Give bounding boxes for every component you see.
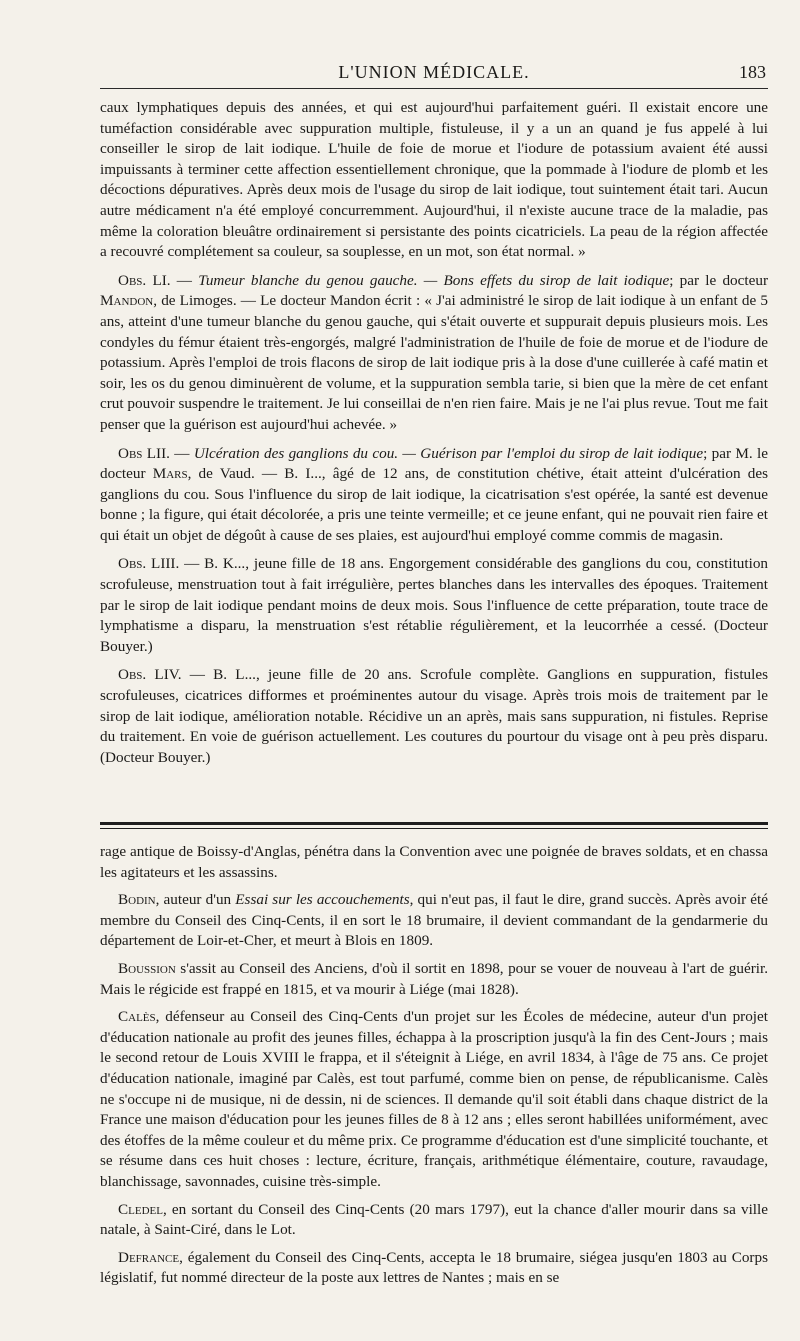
journal-title: L'UNION MÉDICALE. bbox=[338, 62, 530, 82]
entry-text: , également du Conseil des Cinq-Cents, accepta le 18 brumaire, siégea jusqu'en 1803 au Corps législatif, fut nommé directeur de la poste aux lettres de Nantes ; mais en se bbox=[100, 1248, 768, 1287]
observation-text: — B. L..., jeune fille de 20 ans. Scrofule complète. Ganglions en suppuration, fistules scrofuleuses, cicatrices difformes et proéminentes autour du visage. Après trois mois de traitement par le sirop de lait iodique, amélioration notable. Récidive un an après, mais sans suppuration, ni fistules. Reprise du traitement. En voie de guérison actuellement. Les coutures du pourtour du visage ont à peu près disparu. (Docteur Bouyer.) bbox=[100, 666, 768, 766]
entry-boussion bbox=[100, 959, 768, 1000]
observation-text: — B. K..., jeune fille de 18 ans. Engorgement considérable des ganglions du cou, constitution scrofuleuse, menstruation tout à fait irrégulière, pertes blanches dans les intervalles des époques. Traitement par le sirop de lait iodique pendant moins de deux mois. Sous l'influence de cette préparation, toute trace de lymphatisme a disparu, la menstruation s'est rétablie régulièrement, et la leucorrhée a cessé. (Docteur Bouyer.) bbox=[100, 555, 769, 655]
entry-bodin bbox=[100, 890, 768, 952]
entry-cales bbox=[100, 1007, 768, 1192]
page-number: 183 bbox=[739, 62, 766, 82]
entry-text: , auteur d'un bbox=[155, 891, 236, 909]
author-name: Mars bbox=[152, 465, 188, 483]
observation-text: , de Limoges. — Le docteur Mandon écrit : « J'ai administré le sirop de lait iodique à un enfant de 5 ans, atteint d'une tumeur blanche du genou gauche, qui s'était ouverte et suppurait depuis plusieurs mois. Les condyles du fémur étaient très-engorgés, malgré l'administration de l'huile de foie de morue et de l'iodure de potassium. Après l'emploi de trois flacons de sirop de lait iodique pris à la dose d'une cuillerée à café matin et soir, les os du genou diminuèrent de volume, et la suppuration sembla tarie, si bien que la mère de cet enfant crut pouvoir suspendre le traitement. Je lui conseillai de n'en rien faire. Mais je ne l'ai plus revue. Tout me fait penser que la guérison est aujourd'hui achevée. » bbox=[100, 292, 768, 433]
observation-title: Tumeur blanche du genou gauche. — Bons effets du sirop de lait iodique bbox=[198, 271, 670, 289]
person-name: Bodin bbox=[118, 891, 156, 909]
observation-51: Obs. LI. — Tumeur blanche du genou gauche. — Bons effets du sirop de lait iodique; par le docteur Mandon, de Limoges. — Le docteur Mandon écrit : « J'ai administré le sirop de lait iodique à un enfant de 5 ans, atteint d'une tumeur blanche du genou gauche, qui s'était ouverte et suppurait depuis plusieurs mois. Les condyles du fémur étaient très-engorgés, malgré l'administration de l'huile de foie de morue et de l'iodure de potassium. Après l'emploi de trois flacons de sirop de lait iodique pris à la dose d'une cuillerée à café matin et soir, les os du genou diminuèrent de volume, et la suppuration sembla tarie, si bien que la mère de cet enfant crut pouvoir suspendre le traitement. Je lui conseillai de n'en rien faire. Mais je ne l'ai plus revue. Tout me fait penser que la guérison est aujourd'hui achevée. » bbox=[100, 271, 769, 433]
person-name: Calès bbox=[118, 1008, 156, 1026]
entry-cledel bbox=[100, 1200, 768, 1241]
separator-thick-rule bbox=[100, 822, 768, 825]
author-name: Mandon bbox=[100, 292, 154, 310]
person-name: Defrance bbox=[118, 1248, 180, 1266]
page-header bbox=[100, 62, 768, 89]
book-title: Essai sur les accouchements bbox=[235, 891, 410, 909]
observation-label: Obs. LIII. bbox=[118, 555, 180, 573]
observations-section bbox=[100, 98, 768, 768]
observation-title: Ulcération des ganglions du cou. — Guérison par l'emploi du sirop de lait iodique bbox=[193, 444, 704, 462]
observation-53 bbox=[100, 554, 768, 657]
person-name: Cledel bbox=[118, 1200, 163, 1218]
observation-label: Obs LII. bbox=[118, 444, 170, 462]
observation-byline: ; par le docteur bbox=[669, 271, 769, 289]
person-name: Boussion bbox=[118, 959, 176, 977]
paragraph-continuation: rage antique de Boissy-d'Anglas, pénétra dans la Convention avec une poignée de braves soldats, et en chassa les agitateurs et les assassins. bbox=[100, 843, 768, 881]
paragraph-continuation: caux lymphatiques depuis des années, et qui est aujourd'hui parfaitement guéri. Il existait encore une tuméfaction considérable avec suppuration multiple, fistuleuse, il y a un an quand je fus appelé à lui conseiller le sirop de lait iodique. L'huile de foie de morue et l'iodure de potassium avaient été aussi impuissants à terminer cette affection essentiellement chronique, que la pommade à l'iodure de plomb et les décoctions dépuratives. Après deux mois de l'usage du sirop de lait iodique, tout suintement était tari. Aucun autre médicament n'a été employé concurremment. Aujourd'hui, il n'existe aucune trace de la maladie, pas même la coloration bleuâtre ordinairement si persistante des points cicatriciels. La peau de la région affectée a recouvré complétement sa couleur, sa souplesse, en un mot, son état normal. » bbox=[100, 99, 768, 261]
observation-52: Obs LII. — Ulcération des ganglions du cou. — Guérison par l'emploi du sirop de lait iodique; par M. le docteur Mars, de Vaud. — B. I..., âgé de 12 ans, de constitution chétive, était atteint d'ulcération des ganglions du cou. Sous l'influence du sirop de lait iodique, la cicatrisation s'est opérée, la santé est devenue bonne ; la figure, qui était décolorée, a pris une teinte vermeille; et ce jeune enfant, qui ne pouvait rien faire et qui était un objet de dégoût à cause de ses plaies, est aujourd'hui employé comme commis de magasin. bbox=[100, 444, 768, 544]
observation-text: , de Vaud. — B. I..., âgé de 12 ans, de constitution chétive, était atteint d'ulcération des ganglions du cou. Sous l'influence du sirop de lait iodique, la cicatrisation s'est opérée, la santé est devenue bonne ; la figure, qui était décolorée, a pris une teinte vermeille; et ce jeune enfant, qui ne pouvait rien faire et qui était un objet de dégoût à cause de ses plaies, est aujourd'hui employé comme commis de magasin. bbox=[100, 465, 768, 544]
entry-text: , qui n'eut pas, il faut le dire, grand succès. Après avoir été membre du Conseil des Cinq-Cents, il en sort le 18 brumaire, il devient commandant de la gendarmerie du département de Loir-et-Cher, et meurt à Blois en 1809. bbox=[100, 891, 769, 950]
observation-byline: ; par M. le docteur bbox=[100, 444, 768, 483]
feuilleton-section bbox=[100, 842, 768, 1289]
observation-label: Obs. LIV. bbox=[118, 666, 182, 684]
separator-thin-rule bbox=[100, 828, 768, 829]
observation-54 bbox=[100, 665, 768, 768]
observation-label: Obs. LI. bbox=[118, 271, 171, 289]
feuilleton-separator bbox=[100, 822, 768, 832]
entry-defrance bbox=[100, 1248, 768, 1289]
entry-text: , en sortant du Conseil des Cinq-Cents (20 mars 1797), eut la chance d'aller mourir dans sa ville natale, à Saint-Ciré, dans le Lot. bbox=[100, 1200, 768, 1239]
entry-text: s'assit au Conseil des Anciens, d'où il sortit en 1898, pour se vouer de nouveau à l'art de guérir. Mais le régicide est frappé en 1815, et va mourir à Liége (mai 1828). bbox=[100, 959, 768, 998]
entry-text: , défenseur au Conseil des Cinq-Cents d'un projet sur les Écoles de médecine, auteur d'un projet d'éducation nationale au profit des jeunes filles, échappa à la proscription jusqu'à la fin des Cent-Jours ; mais le second retour de Louis XVIII le frappa, et il s'éteignit à Liége, en avril 1834, à l'âge de 75 ans. Ce projet d'éducation nationale, imaginé par Calès, est tout parfumé, comme bien on pense, de républicanisme. Calès ne s'occupe ni de musique, ni de dessin, ni de sciences. Il demande qu'il soit établi dans chaque district de la France une maison d'éducation pour les jeunes filles de 8 à 12 ans ; elles seront habillées uniformément, avec des étoffes de la même couleur et du même prix. Ce programme d'éducation est d'une simplicité touchante, et se résume dans ces huit choses : lecture, écriture, français, arithmétique élémentaire, couture, ravaudage, blanchissage, savonnades, cuisine très-simple. bbox=[100, 1008, 768, 1190]
